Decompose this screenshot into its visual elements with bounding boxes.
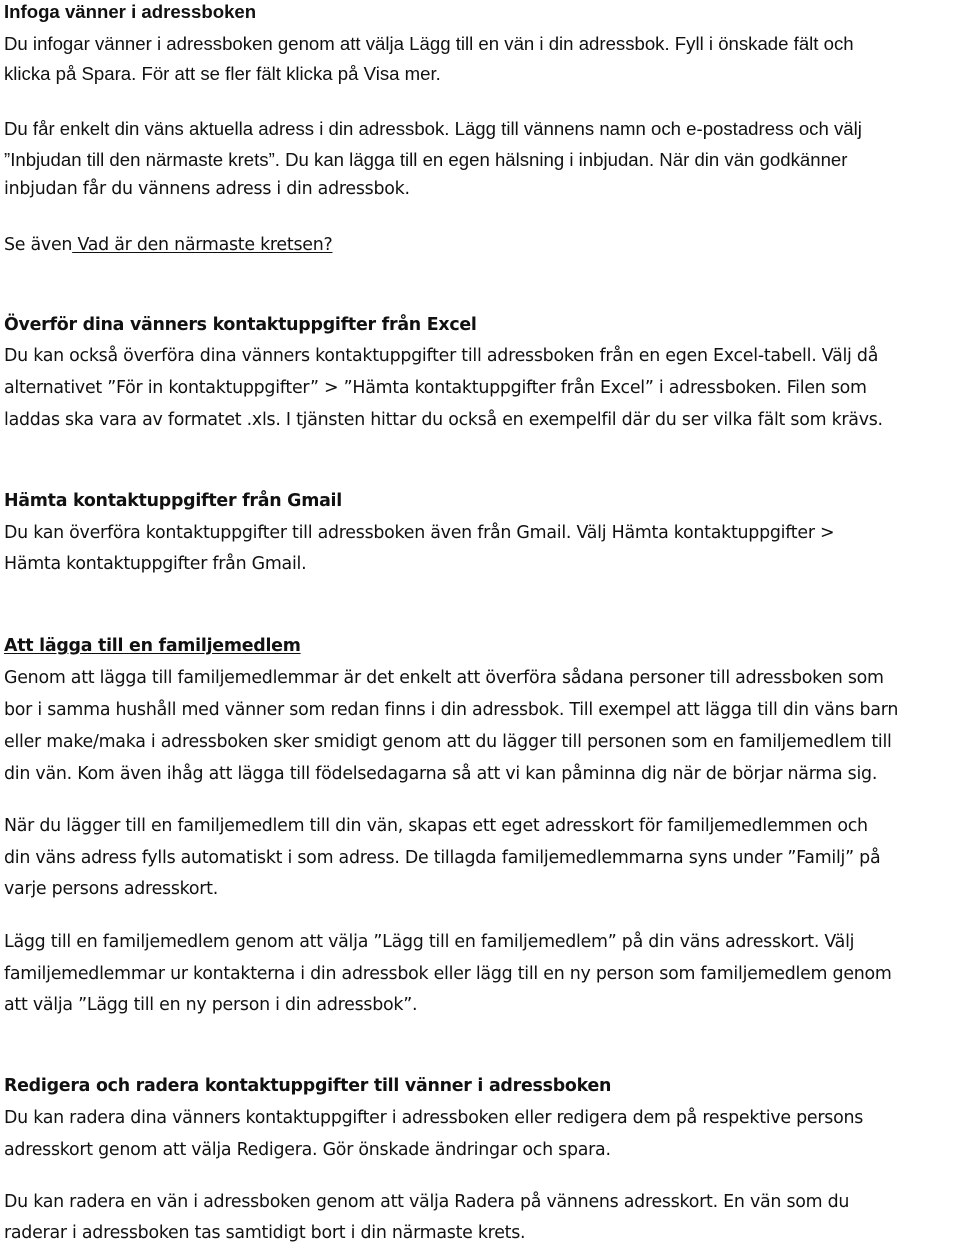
section-heading: Överför dina vänners kontaktuppgifter från Excel [4,315,477,335]
paragraph-line: att välja ”Lägg till en ny person i din adressbok”. [4,995,418,1015]
paragraph-line: din vän. Kom även ihåg att lägga till födelsedagarna så att vi kan påminna dig när de börjar närma sig. [4,764,878,784]
paragraph-line: adresskort genom att välja Redigera. Gör önskade ändringar och spara. [4,1140,611,1160]
paragraph-line: varje persons adresskort. [4,879,218,899]
paragraph-line: familjemedlemmar ur kontakterna i din adressbok eller lägg till en ny person som familjemedlem genom [4,964,892,984]
see-also-line [4,233,332,257]
paragraph-line: raderar i adressboken tas samtidigt bort i din närmaste krets. [4,1223,526,1243]
paragraph-line: laddas ska vara av formatet .xls. I tjänsten hittar du också en exempelfil där du ser vilka fält som krävs. [4,410,883,430]
paragraph-line: Du får enkelt din väns aktuella adress i din adressbok. Lägg till vännens namn och e-postadress och välj [4,118,862,139]
paragraph-line: Genom att lägga till familjemedlemmar är det enkelt att överföra sådana personer till adressboken som [4,668,884,688]
paragraph-line: klicka på Spara. För att se fler fält klicka på Visa mer. [4,63,441,84]
see-also-link[interactable]: Vad är den närmaste kretsen? [72,235,333,255]
paragraph-line: bor i samma hushåll med vänner som redan finns i din adressbok. Till exempel att lägga till din väns barn [4,700,899,720]
paragraph-line: eller make/maka i adressboken sker smidigt genom att du lägger till personen som en familjemedlem till [4,732,892,752]
see-also-prefix: Se även [4,235,73,255]
paragraph-line: din väns adress fylls automatiskt i som adress. De tillagda familjemedlemmarna syns under ”Familj” på [4,848,881,868]
paragraph-line: Du kan radera dina vänners kontaktuppgifter i adressboken eller redigera dem på respektive persons [4,1108,864,1128]
paragraph-line: ”Inbjudan till den närmaste krets”. Du kan lägga till en egen hälsning i inbjudan. När din vän godkänner [4,149,848,170]
section-heading: Att lägga till en familjemedlem [4,636,301,656]
section-heading: Hämta kontaktuppgifter från Gmail [4,491,342,511]
paragraph-line: Du kan radera en vän i adressboken genom att välja Radera på vännens adresskort. En vän som du [4,1192,850,1212]
paragraph-line: Du kan överföra kontaktuppgifter till adressboken även från Gmail. Välj Hämta kontaktuppgifter > [4,523,835,543]
paragraph-line: alternativet ”För in kontaktuppgifter” > ”Hämta kontaktuppgifter från Excel” i adressboken. Filen som [4,378,867,398]
paragraph-line: Du kan också överföra dina vänners kontaktuppgifter till adressboken från en egen Excel-tabell. Välj då [4,346,879,366]
paragraph-line: Du infogar vänner i adressboken genom att välja Lägg till en vän i din adressbok. Fyll i önskade fält och [4,33,854,54]
section-heading: Redigera och radera kontaktuppgifter till vänner i adressboken [4,1076,612,1096]
paragraph-line: När du lägger till en familjemedlem till din vän, skapas ett eget adresskort för familjemedlemmen och [4,816,868,836]
section-heading: Infoga vänner i adressboken [4,1,257,22]
paragraph-line: inbjudan får du vännens adress i din adressbok. [4,179,410,199]
paragraph-line: Lägg till en familjemedlem genom att välja ”Lägg till en familjemedlem” på din väns adresskort. Välj [4,932,855,952]
paragraph-line: Hämta kontaktuppgifter från Gmail. [4,554,307,574]
